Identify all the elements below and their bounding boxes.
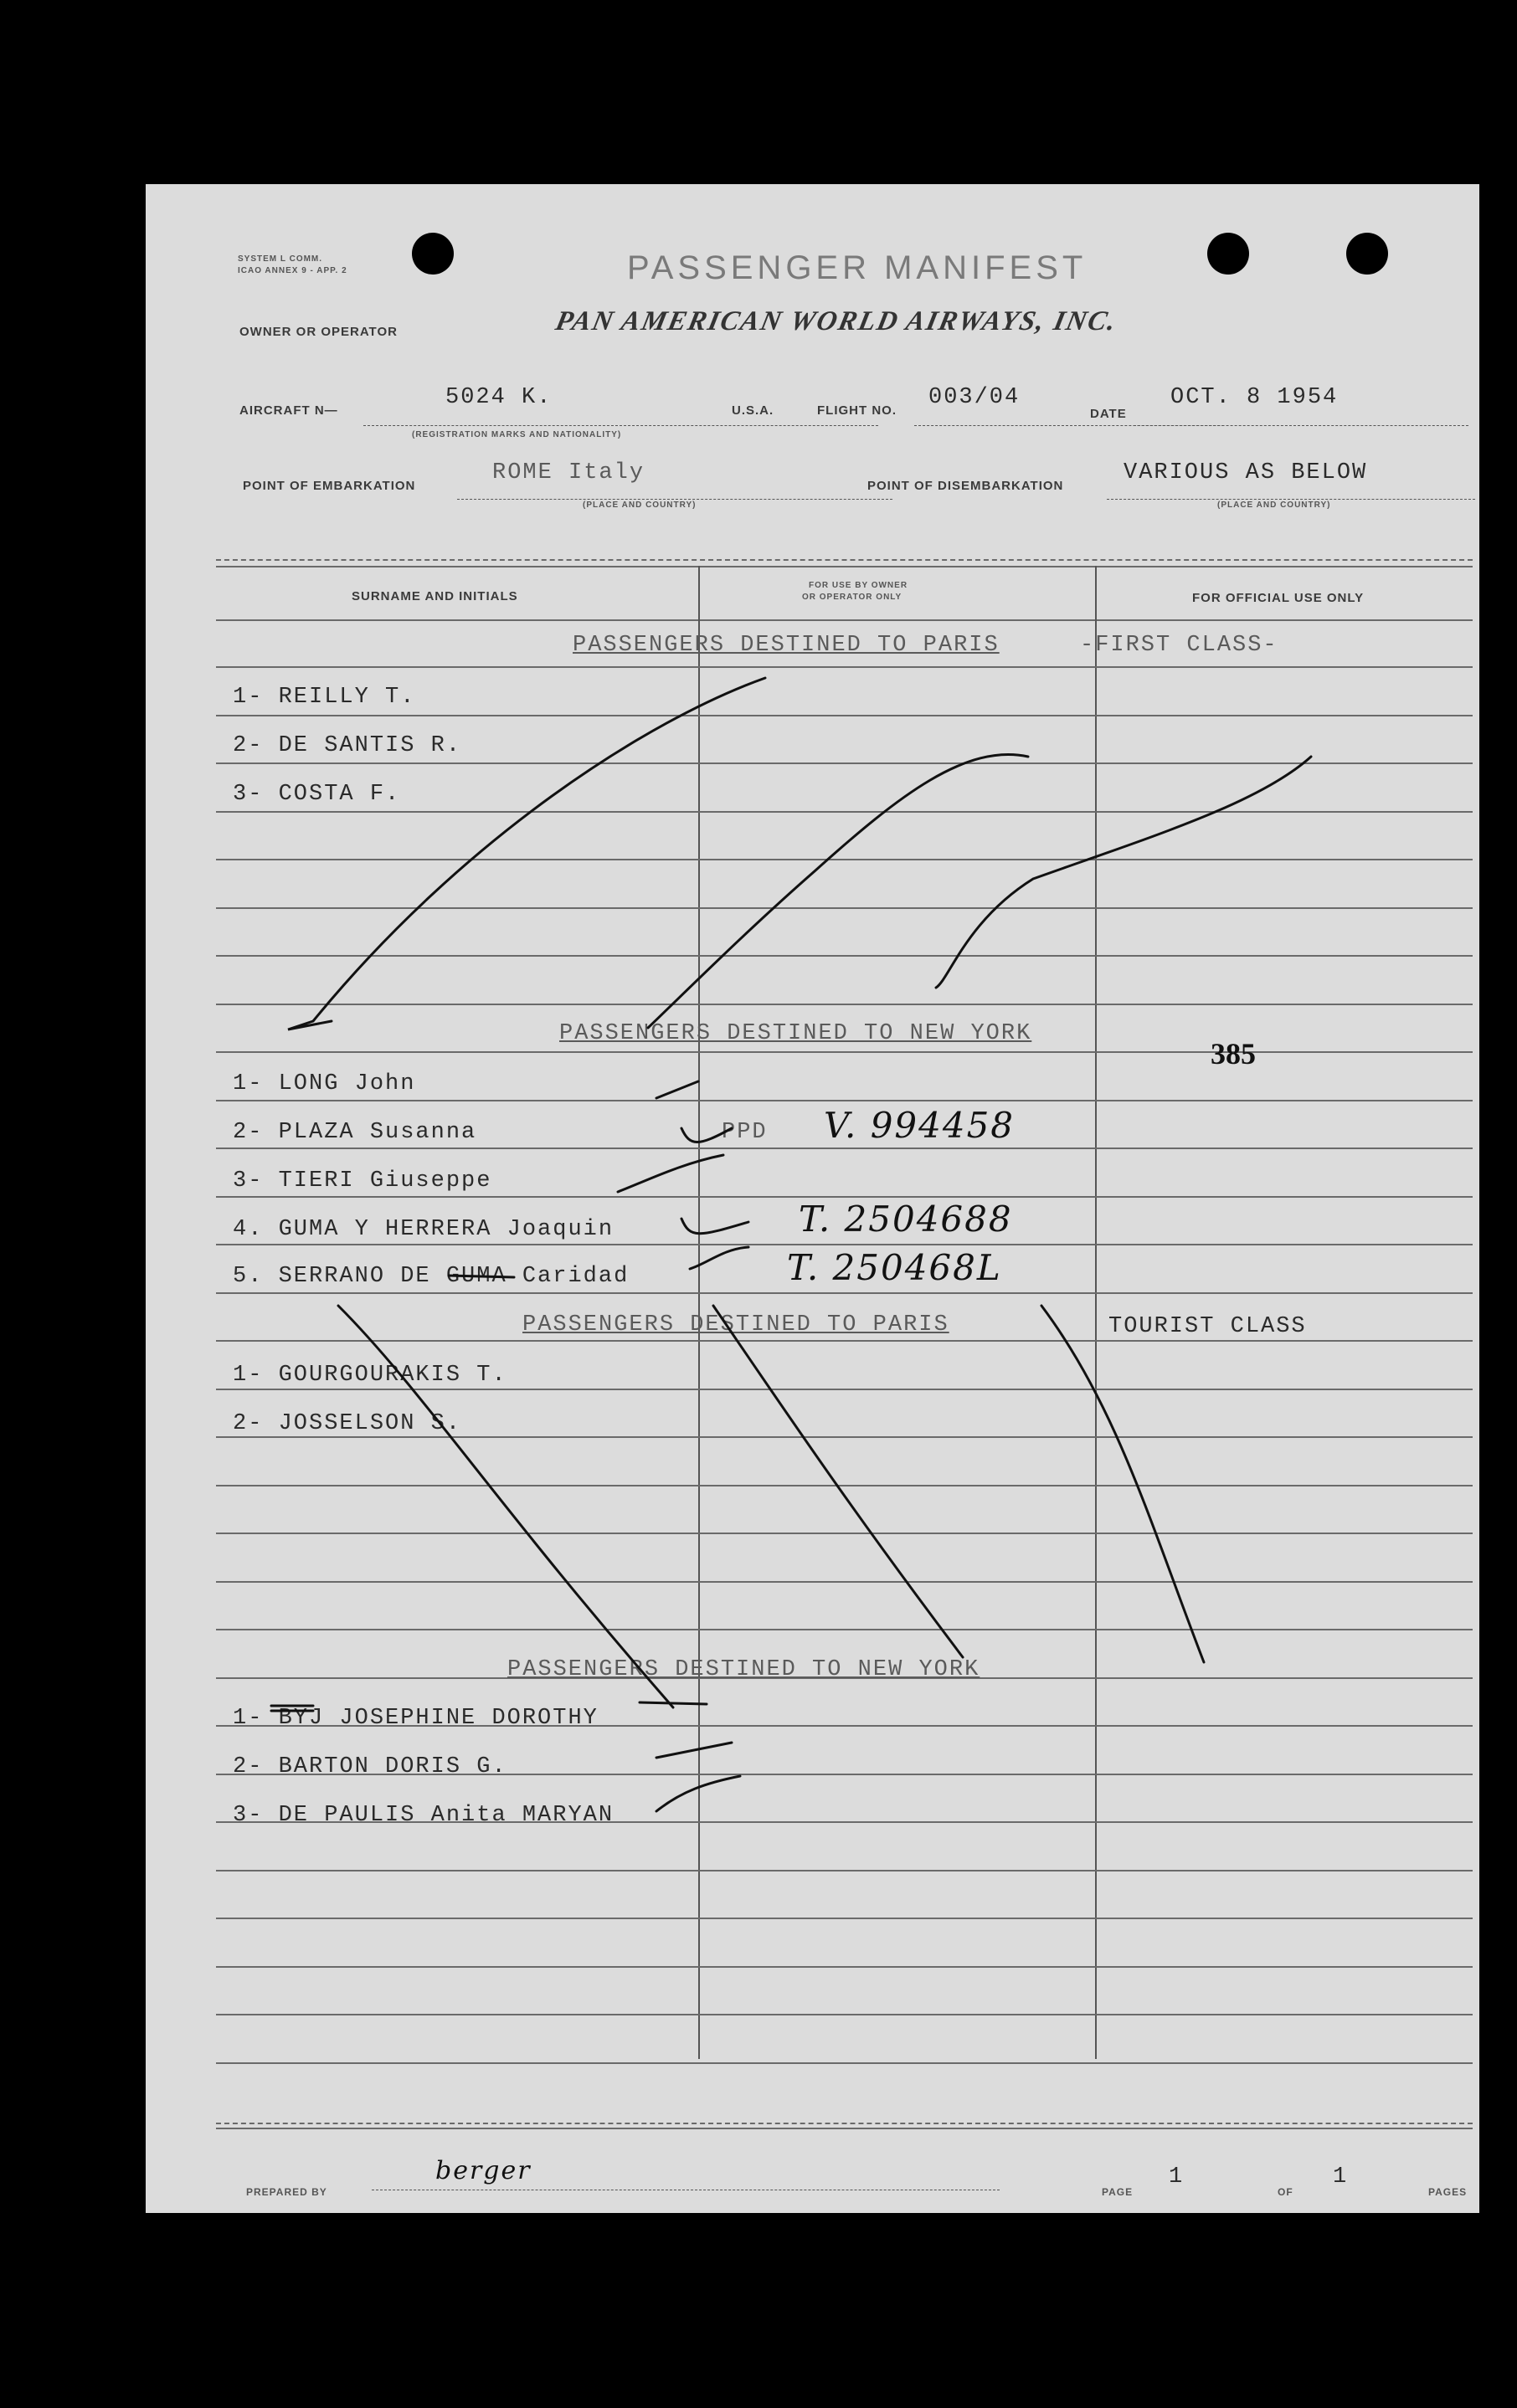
flight-value: 003/04: [928, 385, 1021, 410]
owner-label: OWNER OR OPERATOR: [239, 325, 398, 339]
page-title: PASSENGER MANIFEST: [627, 249, 1088, 286]
disembark-sub: (PLACE AND COUNTRY): [1217, 501, 1331, 510]
passenger-row: 1- BYJ JOSEPHINE DOROTHY: [233, 1706, 599, 1731]
passenger-row: 4. GUMA Y HERRERA Joaquin: [233, 1217, 615, 1242]
of-label: OF: [1278, 2186, 1293, 2198]
passenger-row: 2- JOSSELSON S.: [233, 1411, 462, 1436]
passenger-row: 1- GOURGOURAKIS T.: [233, 1363, 507, 1388]
disembark-value: VARIOUS AS BELOW: [1124, 460, 1368, 485]
page-number: 1: [1169, 2164, 1185, 2190]
nationality: U.S.A.: [732, 403, 774, 418]
tick-mark: [618, 1155, 723, 1192]
section-heading: PASSENGERS DESTINED TO PARIS: [573, 633, 1000, 658]
col-surname-header: SURNAME AND INITIALS: [352, 589, 518, 603]
passenger-row: 5. SERRANO DE GUMA Caridad: [233, 1264, 630, 1289]
tick-mark: [640, 1702, 707, 1704]
passenger-row: 1- REILLY T.: [233, 685, 416, 710]
tick-mark: [656, 1776, 740, 1811]
tick-mark: [690, 1247, 748, 1269]
date-label: DATE: [1090, 407, 1127, 421]
passenger-row: 2- BARTON DORIS G.: [233, 1754, 507, 1779]
section-heading: PASSENGERS DESTINED TO PARIS: [522, 1312, 949, 1337]
strike-line: [338, 1306, 673, 1707]
passenger-row: 3- DE PAULIS Anita MARYAN: [233, 1803, 615, 1828]
strike-line: [648, 754, 1028, 1028]
regulation-text-2: ICAO ANNEX 9 - APP. 2: [238, 266, 347, 275]
passenger-row: 1- LONG John: [233, 1071, 416, 1096]
handwritten-strokes: [146, 184, 1479, 2213]
count-stamp: 385: [1211, 1037, 1256, 1071]
class-label: TOURIST CLASS: [1108, 1314, 1307, 1339]
col-owner-header-2: OR OPERATOR ONLY: [802, 593, 902, 602]
tick-mark: [681, 1219, 748, 1234]
passenger-row: 3- COSTA F.: [233, 782, 401, 807]
flight-label: FLIGHT NO.: [817, 403, 897, 418]
pages-label: PAGES: [1428, 2186, 1468, 2198]
strike-letters: [271, 1706, 313, 1711]
embark-value: ROME Italy: [492, 460, 645, 485]
col-owner-header: FOR USE BY OWNER: [809, 581, 908, 590]
passenger-row: 3- TIERI Giuseppe: [233, 1168, 492, 1194]
strike-line: [1041, 1306, 1204, 1662]
passenger-row: 2- DE SANTIS R.: [233, 733, 462, 758]
page-label: PAGE: [1102, 2186, 1134, 2198]
col-official-header: FOR OFFICIAL USE ONLY: [1192, 591, 1365, 605]
visa-number: T. 2504688: [799, 1199, 1013, 1240]
embark-label: POINT OF EMBARKATION: [243, 479, 416, 493]
strike-line: [936, 757, 1311, 988]
aircraft-value: 5024 K.: [445, 385, 553, 410]
visa-number: T. 250468L: [787, 1247, 1002, 1288]
ppd-note: PPD: [722, 1120, 768, 1145]
date-value: OCT. 8 1954: [1170, 385, 1339, 410]
prepared-signature: berger: [435, 2156, 532, 2185]
aircraft-label: AIRCRAFT N—: [239, 403, 338, 418]
strike-line: [713, 1306, 963, 1657]
aircraft-sub: (REGISTRATION MARKS AND NATIONALITY): [412, 430, 622, 439]
disembark-label: POINT OF DISEMBARKATION: [867, 479, 1064, 493]
regulation-text: SYSTEM L COMM.: [238, 254, 323, 264]
embark-sub: (PLACE AND COUNTRY): [583, 501, 697, 510]
section-heading: PASSENGERS DESTINED TO NEW YORK: [559, 1021, 1032, 1046]
section-heading: PASSENGERS DESTINED TO NEW YORK: [507, 1657, 980, 1682]
prepared-label: PREPARED BY: [246, 2186, 327, 2198]
manifest-sheet: [146, 184, 1479, 2213]
underline-mark: [449, 1276, 514, 1277]
tick-mark: [681, 1128, 732, 1142]
tick-mark: [656, 1743, 732, 1758]
strike-line: [288, 678, 765, 1029]
airline-name: PAN AMERICAN WORLD AIRWAYS, INC.: [553, 306, 1120, 336]
class-label: -FIRST CLASS-: [1080, 633, 1278, 658]
page-total: 1: [1333, 2164, 1349, 2190]
visa-number: V. 994458: [824, 1105, 1016, 1146]
tick-mark: [656, 1081, 698, 1098]
passenger-row: 2- PLAZA Susanna: [233, 1120, 477, 1145]
